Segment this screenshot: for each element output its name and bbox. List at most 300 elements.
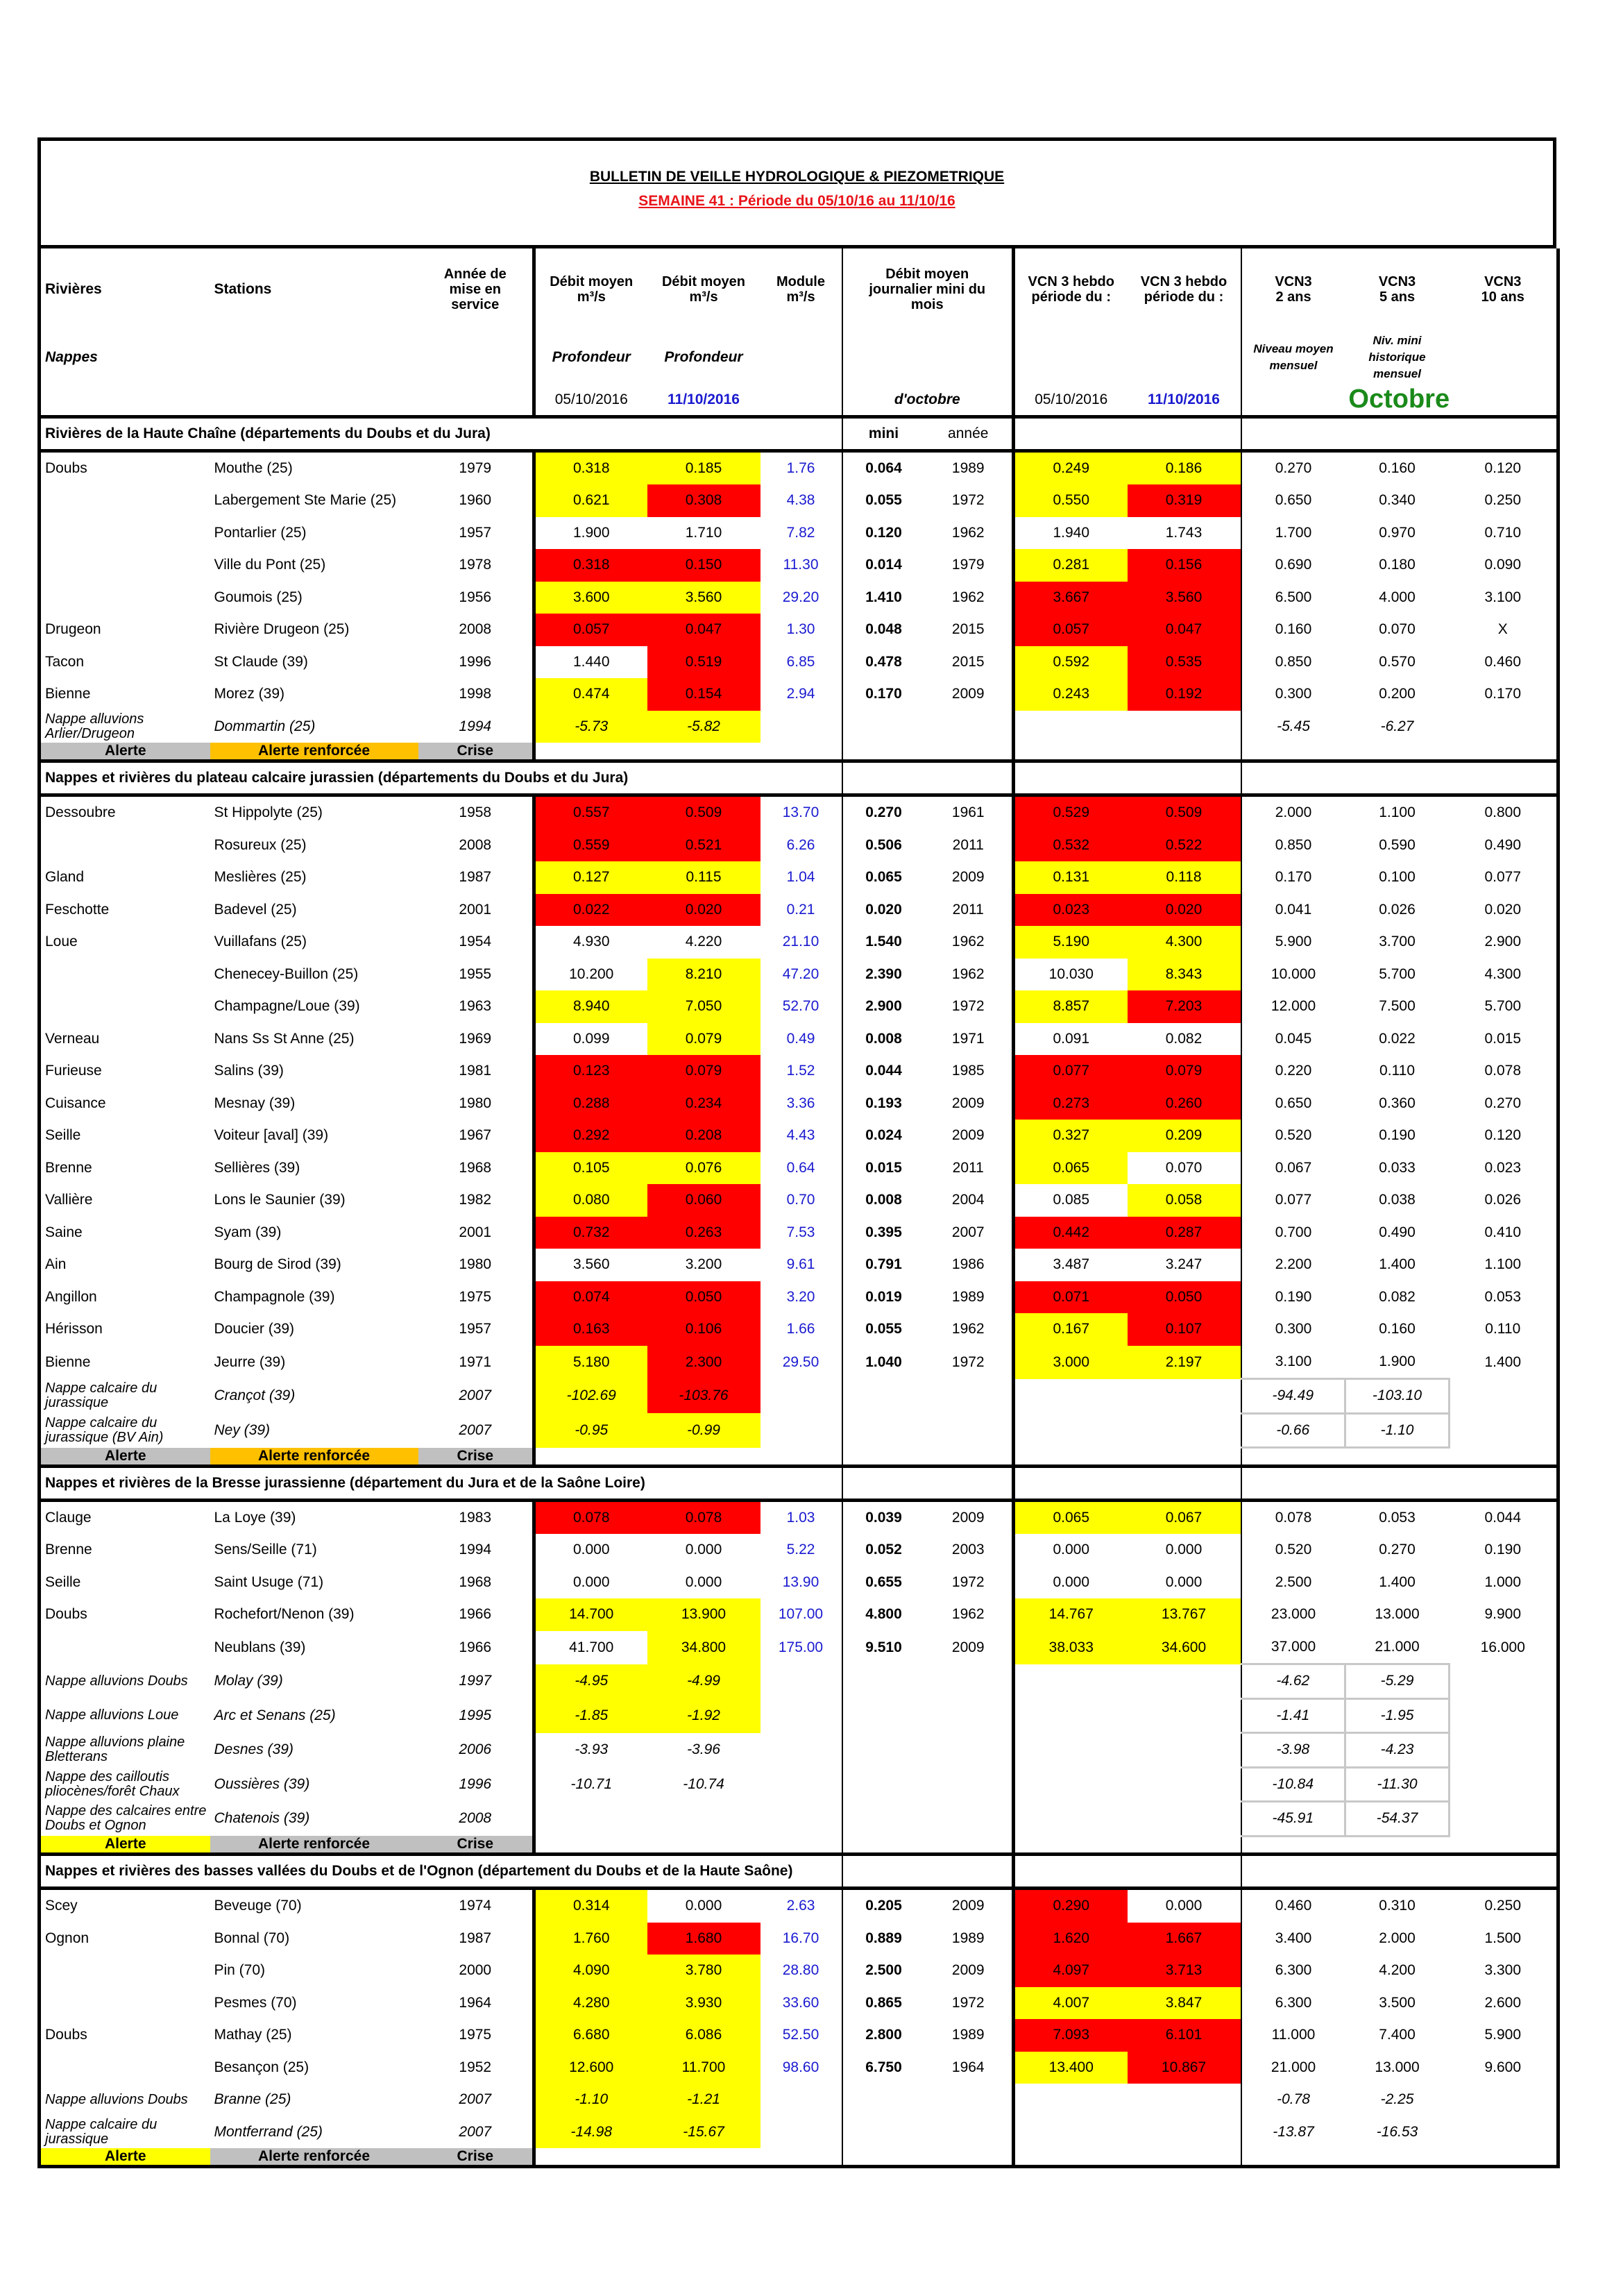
legend-alerte-renforcee: Alerte renforcée <box>210 743 418 761</box>
vcn-hebdo-1: 3.667 <box>1014 582 1128 614</box>
vcn-hebdo-1: 0.065 <box>1014 1500 1128 1534</box>
module: 1.04 <box>786 869 815 886</box>
mini-year: 1962 <box>951 1606 985 1623</box>
service-year: 1975 <box>459 2027 492 2043</box>
mini-year <box>925 1802 1014 1837</box>
mini-value: 0.024 <box>842 1120 925 1152</box>
debit-2: 0.509 <box>647 795 760 829</box>
station-row <box>40 517 1558 550</box>
vcn3-5ans: 0.070 <box>1379 621 1416 638</box>
vcn-hebdo-2 <box>1128 1664 1241 1699</box>
vcn3-2ans: 6.300 <box>1241 1955 1345 1987</box>
vcn3-5ans: 4.000 <box>1379 589 1416 605</box>
vcn-hebdo-2: 0.000 <box>1165 1542 1203 1558</box>
vcn3-10ans: 0.410 <box>1450 1217 1558 1249</box>
river-name: Cuisance <box>40 1088 210 1120</box>
vcn3-2ans: 23.000 <box>1241 1598 1345 1631</box>
vcn3-10ans: 0.120 <box>1450 1120 1558 1152</box>
vcn3-10ans: 0.110 <box>1450 1313 1558 1346</box>
debit-1: 0.557 <box>534 795 647 829</box>
legend-spacer <box>842 743 1014 761</box>
debit-2: 7.050 <box>647 990 760 1023</box>
station-name: Bourg de Sirod (39) <box>214 1256 341 1273</box>
nappe-name: Nappe des cailloutis pliocènes/forêt Chaux <box>40 1767 210 1802</box>
station-name: Doucier (39) <box>214 1321 295 1337</box>
vcn3-10ans: 0.015 <box>1450 1023 1558 1056</box>
debit-2: 0.076 <box>647 1152 760 1185</box>
station-name: Pin (70) <box>214 1962 266 1979</box>
vcn3-5ans: 0.022 <box>1379 1030 1416 1047</box>
debit-1: 0.474 <box>534 678 647 711</box>
vcn3-2ans: 0.700 <box>1241 1217 1345 1249</box>
header-profondeur-1: Profondeur <box>534 330 647 385</box>
debit-2: 0.106 <box>647 1313 760 1346</box>
section-header <box>40 761 1558 795</box>
mini-year: 2004 <box>951 1192 985 1208</box>
vcn-hebdo-2 <box>1128 1698 1241 1733</box>
mini-year: 1972 <box>951 998 985 1015</box>
debit-2: 8.210 <box>647 959 760 991</box>
vcn-hebdo-1: 5.190 <box>1014 926 1128 959</box>
station-name: Desnes (39) <box>214 1741 294 1758</box>
module: 4.38 <box>786 492 815 509</box>
vcn3-5ans: 0.190 <box>1379 1127 1416 1144</box>
debit-1: 3.600 <box>534 582 647 614</box>
mini-year: 2011 <box>952 901 984 918</box>
mini-value: 0.170 <box>842 678 925 711</box>
vcn-hebdo-2: 0.000 <box>1165 1573 1203 1590</box>
header-date-2: 11/10/2016 <box>668 391 740 407</box>
vcn-hebdo-1: 7.093 <box>1014 2019 1128 2052</box>
debit-1: 4.090 <box>534 1955 647 1987</box>
vcn-hebdo-2: 13.767 <box>1128 1598 1241 1631</box>
nappe-row <box>40 1733 1558 1768</box>
mini-year: 2015 <box>951 653 985 670</box>
mini-year: 2009 <box>951 1639 985 1655</box>
vcn3-10ans <box>1450 1664 1558 1699</box>
module: 4.43 <box>786 1127 815 1144</box>
debit-2: 0.000 <box>685 1542 722 1558</box>
vcn3-10ans: 0.170 <box>1450 678 1558 711</box>
station-row <box>40 1313 1558 1346</box>
nappe-row <box>40 1698 1558 1733</box>
service-year: 1983 <box>418 1500 534 1534</box>
station-name: Ney (39) <box>214 1421 271 1438</box>
module: 47.20 <box>782 965 819 982</box>
station-row <box>40 861 1558 894</box>
service-year: 2007 <box>459 1387 492 1404</box>
vcn3-5ans: 0.360 <box>1379 1095 1416 1111</box>
river-name: Drugeon <box>40 614 210 646</box>
river-name <box>40 582 210 614</box>
vcn3-5ans: 0.160 <box>1345 450 1450 484</box>
debit-2: 0.000 <box>685 1573 722 1590</box>
service-year: 1971 <box>459 1353 492 1370</box>
legend-spacer <box>534 1448 842 1467</box>
vcn3-2ans: 0.690 <box>1241 549 1345 582</box>
section-header-spacer <box>842 761 1014 795</box>
mini-value <box>842 1379 925 1414</box>
niveau-mini: -1.10 <box>1345 1413 1450 1448</box>
legend-row <box>40 1448 1558 1467</box>
module: 1.30 <box>786 621 815 638</box>
header-vcn3-2ans: VCN3 2 ans <box>1241 248 1345 330</box>
vcn3-10ans: 0.020 <box>1450 894 1558 927</box>
legend-alerte-renforcee: Alerte renforcée <box>210 2148 418 2167</box>
service-year: 2008 <box>459 836 492 853</box>
vcn-hebdo-1: 0.442 <box>1014 1217 1128 1249</box>
service-year: 2007 <box>459 2123 492 2140</box>
vcn-hebdo-1: 13.400 <box>1014 2052 1128 2084</box>
river-name: Vallière <box>40 1184 210 1217</box>
legend-spacer <box>1014 1448 1241 1467</box>
profondeur-2: -5.82 <box>647 711 760 743</box>
debit-2: 0.308 <box>647 484 760 517</box>
vcn3-10ans: 5.700 <box>1450 990 1558 1023</box>
station-row <box>40 1955 1558 1987</box>
legend-spacer <box>1014 2148 1241 2167</box>
debit-2: 0.000 <box>647 1889 760 1923</box>
vcn3-2ans: 21.000 <box>1241 2052 1345 2084</box>
niveau-moyen: -3.98 <box>1241 1733 1345 1768</box>
station-name: Voiteur [aval] (39) <box>214 1127 329 1144</box>
niveau-mini: -4.23 <box>1345 1733 1450 1768</box>
river-name <box>40 1631 210 1664</box>
section-header-spacer <box>1014 761 1241 795</box>
station-name: Oussières (39) <box>214 1775 310 1792</box>
debit-1: 0.288 <box>534 1088 647 1120</box>
legend-spacer <box>1014 1836 1241 1855</box>
station-name: Labergement Ste Marie (25) <box>214 492 397 509</box>
legend-spacer <box>842 1448 1014 1467</box>
vcn-hebdo-1: 38.033 <box>1014 1631 1128 1664</box>
mini-year: 2011 <box>952 1159 984 1176</box>
vcn3-10ans <box>1450 711 1558 743</box>
station-row <box>40 1023 1558 1056</box>
header-profondeur-2: Profondeur <box>664 349 743 365</box>
mini-value <box>842 2084 925 2116</box>
legend-crise: Crise <box>418 1836 534 1855</box>
station-row <box>40 614 1558 646</box>
mini-value <box>842 2116 925 2149</box>
station-row <box>40 678 1558 711</box>
profondeur-1: -0.95 <box>534 1413 647 1448</box>
river-name: Scey <box>40 1889 210 1923</box>
vcn-hebdo-1: 0.065 <box>1014 1152 1128 1185</box>
vcn3-10ans: 0.044 <box>1450 1500 1558 1534</box>
river-name <box>40 1955 210 1987</box>
module: 29.50 <box>782 1353 819 1370</box>
module <box>760 1379 842 1414</box>
module <box>760 1733 842 1768</box>
debit-2: 2.300 <box>647 1346 760 1379</box>
vcn-hebdo-1: 1.620 <box>1014 1923 1128 1955</box>
vcn-hebdo-1: 10.030 <box>1014 959 1128 991</box>
vcn-hebdo-1: 0.091 <box>1014 1023 1128 1056</box>
debit-2: 0.020 <box>647 894 760 927</box>
service-year: 1978 <box>459 557 492 573</box>
header-niveau-moyen: Niveau moyen mensuel <box>1241 330 1345 385</box>
niveau-mini: -2.25 <box>1380 2091 1414 2108</box>
vcn-hebdo-2: 0.535 <box>1128 646 1241 679</box>
vcn3-10ans: 0.120 <box>1450 450 1558 484</box>
vcn-hebdo-2: 4.300 <box>1128 926 1241 959</box>
mini-year <box>925 2084 1014 2116</box>
niveau-moyen: -4.62 <box>1241 1664 1345 1699</box>
station-row <box>40 1249 1558 1281</box>
vcn-hebdo-2: 3.560 <box>1128 582 1241 614</box>
service-year: 1974 <box>418 1889 534 1923</box>
mini-year: 1962 <box>951 1321 985 1337</box>
module: 0.21 <box>786 901 815 918</box>
section-header-spacer <box>1014 416 1241 450</box>
vcn3-10ans: 0.078 <box>1450 1055 1558 1088</box>
niveau-mini: -11.30 <box>1345 1767 1450 1802</box>
river-name: Doubs <box>40 1598 210 1631</box>
debit-2: 0.150 <box>647 549 760 582</box>
mini-year: 1989 <box>951 1930 985 1946</box>
station-name: Chatenois (39) <box>214 1810 310 1827</box>
debit-1: 0.099 <box>534 1023 647 1056</box>
mini-value: 1.540 <box>842 926 925 959</box>
legend-spacer <box>1241 2148 1558 2167</box>
vcn-hebdo-2 <box>1128 2116 1241 2149</box>
debit-2: 1.680 <box>647 1923 760 1955</box>
vcn-hebdo-2: 0.319 <box>1128 484 1241 517</box>
mini-value: 2.500 <box>842 1955 925 1987</box>
mini-value: 0.044 <box>842 1055 925 1088</box>
vcn3-10ans: 9.600 <box>1450 2052 1558 2084</box>
vcn-hebdo-1: 0.167 <box>1014 1313 1128 1346</box>
vcn-hebdo-2: 0.047 <box>1128 614 1241 646</box>
module <box>760 1664 842 1699</box>
station-name: Montferrand (25) <box>214 2123 323 2140</box>
mini-value: 0.506 <box>842 829 925 862</box>
debit-2: 0.263 <box>647 1217 760 1249</box>
mini-year: 1962 <box>951 934 985 950</box>
vcn3-10ans: 0.053 <box>1450 1281 1558 1314</box>
module <box>760 711 842 743</box>
station-row <box>40 2052 1558 2084</box>
mini-value: 0.020 <box>842 894 925 927</box>
header-doctobre: d'octobre <box>842 385 1014 416</box>
module: 175.00 <box>778 1639 824 1655</box>
station-name: Meslières (25) <box>214 869 307 886</box>
service-year: 1966 <box>459 1639 492 1655</box>
header-mini: mini <box>842 416 925 450</box>
service-year: 1982 <box>459 1192 492 1208</box>
mini-year: 1972 <box>951 492 985 509</box>
vcn-hebdo-2: 0.509 <box>1128 795 1241 829</box>
vcn-hebdo-1: 0.077 <box>1014 1055 1128 1088</box>
vcn3-10ans: 9.900 <box>1450 1598 1558 1631</box>
niveau-moyen: -0.66 <box>1241 1413 1345 1448</box>
legend-spacer <box>1241 1836 1558 1855</box>
vcn3-5ans: 0.590 <box>1379 836 1416 853</box>
mini-value: 0.791 <box>842 1249 925 1281</box>
niveau-mini: -1.95 <box>1345 1698 1450 1733</box>
mini-year: 1961 <box>925 795 1014 829</box>
station-name: Salins (39) <box>214 1063 284 1079</box>
station-name: Mesnay (39) <box>214 1095 296 1111</box>
vcn3-10ans: 0.250 <box>1450 1889 1558 1923</box>
mini-year: 2007 <box>951 1224 985 1240</box>
table-bottom-border <box>40 2167 1558 2169</box>
module: 28.80 <box>782 1962 819 1979</box>
vcn3-2ans: 0.190 <box>1241 1281 1345 1314</box>
vcn3-10ans: 0.077 <box>1450 861 1558 894</box>
profondeur-1: -5.73 <box>534 711 647 743</box>
mini-value: 0.395 <box>842 1217 925 1249</box>
vcn3-2ans: 37.000 <box>1241 1631 1345 1664</box>
station-name: Molay (39) <box>214 1673 283 1689</box>
vcn-hebdo-2: 8.343 <box>1128 959 1241 991</box>
nappe-row <box>40 711 1558 743</box>
service-year: 1987 <box>459 1930 492 1946</box>
mini-value: 0.478 <box>842 646 925 679</box>
service-year: 1967 <box>459 1127 492 1144</box>
station-row <box>40 1923 1558 1955</box>
station-name: Jeurre (39) <box>214 1353 286 1370</box>
mini-value: 6.750 <box>842 2052 925 2084</box>
vcn3-10ans <box>1450 2084 1558 2116</box>
mini-year: 1972 <box>951 1353 985 1370</box>
river-name: Saine <box>40 1217 210 1249</box>
river-name: Bienne <box>40 1346 210 1379</box>
vcn3-2ans: 2.500 <box>1241 1567 1345 1599</box>
module: 33.60 <box>782 1994 819 2011</box>
station-name: Ville du Pont (25) <box>214 557 326 573</box>
profondeur-2: -1.21 <box>647 2084 760 2116</box>
profondeur-1: -1.10 <box>534 2084 647 2116</box>
vcn-hebdo-2: 34.600 <box>1128 1631 1241 1664</box>
legend-spacer <box>1014 743 1241 761</box>
vcn-hebdo-2: 10.867 <box>1128 2052 1241 2084</box>
legend-row <box>40 2148 1558 2167</box>
niveau-moyen: -13.87 <box>1241 2116 1345 2149</box>
station-row <box>40 1631 1558 1664</box>
vcn3-5ans: 0.490 <box>1379 1224 1416 1240</box>
debit-1: 14.700 <box>534 1598 647 1631</box>
nappe-name: Nappe calcaire du jurassique <box>40 2116 210 2149</box>
vcn-hebdo-2: 0.107 <box>1128 1313 1241 1346</box>
service-year: 1997 <box>459 1673 492 1689</box>
river-name <box>40 959 210 991</box>
service-year: 2007 <box>459 2091 492 2108</box>
vcn3-5ans: 0.053 <box>1345 1500 1450 1534</box>
debit-2: 0.115 <box>647 861 760 894</box>
nappe-name: Nappe des calcaires entre Doubs et Ognon <box>40 1802 210 1837</box>
niveau-moyen: -10.84 <box>1241 1767 1345 1802</box>
vcn3-10ans: 0.800 <box>1450 795 1558 829</box>
module <box>760 1767 842 1802</box>
vcn-hebdo-1: 0.071 <box>1014 1281 1128 1314</box>
vcn-hebdo-1 <box>1014 1733 1128 1768</box>
module: 11.30 <box>783 557 819 573</box>
module: 0.70 <box>786 1192 815 1208</box>
mini-value: 0.052 <box>842 1534 925 1567</box>
station-row <box>40 582 1558 614</box>
section-header-spacer <box>842 1466 1014 1500</box>
vcn-hebdo-1: 0.023 <box>1014 894 1128 927</box>
module: 16.70 <box>782 1930 819 1946</box>
mini-year: 1962 <box>951 965 985 982</box>
vcn3-10ans: 0.490 <box>1450 829 1558 862</box>
debit-2: 0.079 <box>647 1023 760 1056</box>
station-name: Rivière Drugeon (25) <box>214 621 350 638</box>
river-name: Feschotte <box>40 894 210 927</box>
station-name: Nans Ss St Anne (25) <box>214 1030 355 1047</box>
vcn3-5ans: 1.900 <box>1379 1353 1416 1369</box>
header-vcn3-5ans: VCN3 5 ans <box>1378 274 1416 305</box>
service-year: 1979 <box>418 450 534 484</box>
module: 7.82 <box>786 524 815 541</box>
station-name: Arc et Senans (25) <box>214 1707 336 1723</box>
vcn3-10ans: 0.270 <box>1450 1088 1558 1120</box>
vcn3-2ans: 0.077 <box>1241 1184 1345 1217</box>
legend-row <box>40 743 1558 761</box>
debit-1: 0.078 <box>534 1500 647 1534</box>
service-year: 1955 <box>459 965 492 982</box>
station-row <box>40 1534 1558 1567</box>
mini-year: 1964 <box>951 2059 985 2075</box>
vcn3-10ans: 0.250 <box>1450 484 1558 517</box>
service-year: 1980 <box>459 1095 492 1111</box>
vcn-hebdo-2: 0.082 <box>1165 1030 1203 1047</box>
vcn-hebdo-2: 0.260 <box>1128 1088 1241 1120</box>
mini-value: 0.655 <box>842 1567 925 1599</box>
vcn3-2ans: 0.520 <box>1241 1120 1345 1152</box>
station-name: Badevel (25) <box>214 901 297 918</box>
debit-1: 0.074 <box>534 1281 647 1314</box>
nappe-row <box>40 1413 1558 1448</box>
station-name: Goumois (25) <box>214 589 303 605</box>
station-row <box>40 1500 1558 1534</box>
profondeur-2: -103.76 <box>647 1379 760 1414</box>
debit-1: 0.292 <box>534 1120 647 1152</box>
legend-alerte: Alerte <box>40 2148 210 2167</box>
debit-1: 0.314 <box>534 1889 647 1923</box>
vcn3-2ans: 11.000 <box>1241 2019 1345 2052</box>
nappe-name: Nappe alluvions Arlier/Drugeon <box>40 711 210 743</box>
section-header-spacer <box>1241 416 1558 450</box>
vcn3-10ans <box>1450 1413 1558 1448</box>
mini-year: 2009 <box>925 1500 1014 1534</box>
river-name: Tacon <box>40 646 210 679</box>
debit-2: 4.220 <box>685 934 722 950</box>
debit-1: 0.000 <box>534 1567 647 1599</box>
vcn3-10ans: 1.400 <box>1450 1346 1558 1379</box>
station-name: Champagne/Loue (39) <box>214 998 360 1015</box>
river-name: Ognon <box>40 1923 210 1955</box>
debit-2: 0.079 <box>647 1055 760 1088</box>
header-nappes: Nappes <box>40 330 210 385</box>
mini-year: 2009 <box>951 869 985 886</box>
station-row <box>40 1088 1558 1120</box>
debit-1: 0.621 <box>534 484 647 517</box>
vcn3-10ans: 5.900 <box>1450 2019 1558 2052</box>
station-row <box>40 1120 1558 1152</box>
mini-year: 1971 <box>951 1030 985 1047</box>
river-name <box>40 1987 210 2020</box>
debit-2: 13.900 <box>647 1598 760 1631</box>
mini-year: 1972 <box>951 1573 985 1590</box>
service-year: 1966 <box>459 1606 492 1623</box>
header-date-1: 05/10/2016 <box>534 385 647 416</box>
header-niv-mini: Niv. mini historique mensuel <box>1368 334 1426 380</box>
vcn3-10ans <box>1450 2116 1558 2149</box>
service-year: 1995 <box>459 1707 492 1723</box>
